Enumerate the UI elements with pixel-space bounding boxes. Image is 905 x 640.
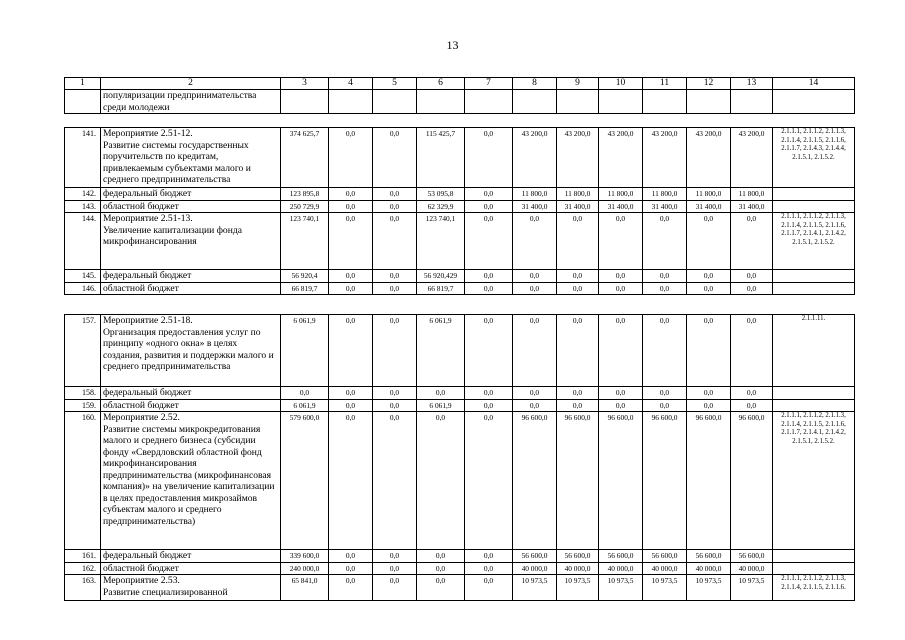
value-cell: 40 000,0 [599,562,643,575]
value-cell: 6 061,9 [281,399,329,412]
target-codes-cell [773,270,855,283]
row-number: 143. [65,200,101,213]
value-cell [643,90,687,114]
value-cell: 0,0 [373,399,417,412]
target-codes-cell [773,200,855,213]
value-cell [687,90,731,114]
value-cell: 53 095,8 [417,188,465,201]
value-cell: 0,0 [465,412,513,550]
value-cell: 6 061,9 [417,315,465,387]
value-cell [599,90,643,114]
target-codes-cell [773,399,855,412]
value-cell: 0,0 [465,315,513,387]
value-cell: 0,0 [557,315,599,387]
value-cell: 56 920,4 [281,270,329,283]
value-cell: 0,0 [373,575,417,601]
value-cell: 11 800,0 [557,188,599,201]
value-cell: 0,0 [557,387,599,400]
continuation-row [65,90,855,114]
row-number: 145. [65,270,101,283]
row-number: 162. [65,562,101,575]
row-name: Мероприятие 2.51-18. Организация предоставления услуг по принципу «одного окна» в целях создания, развития и поддержки малого и среднего предпринимательства [101,315,281,387]
value-cell: 0,0 [329,562,373,575]
header-cell: 5 [373,78,417,90]
value-cell: 0,0 [373,412,417,550]
target-codes-cell [773,188,855,201]
value-cell: 0,0 [513,399,557,412]
value-cell: 40 000,0 [687,562,731,575]
value-cell: 10 973,5 [599,575,643,601]
value-cell: 43 200,0 [599,128,643,188]
value-cell: 0,0 [687,399,731,412]
value-cell: 0,0 [329,188,373,201]
value-cell: 0,0 [373,213,417,270]
header-cell: 10 [599,78,643,90]
row-number: 146. [65,282,101,295]
table-row [65,188,855,201]
target-codes-cell: 2.1.1.1, 2.1.1.2, 2.1.1.3, 2.1.1.4, 2.1.1.5, 2.1.1.6. [773,575,855,601]
header-cell: 3 [281,78,329,90]
row-name: Мероприятие 2.51-13. Увеличение капитализации фонда микрофинансирования [101,213,281,270]
value-cell: 0,0 [513,282,557,295]
value-cell: 123 740,1 [417,213,465,270]
table-row [65,412,855,550]
value-cell: 0,0 [731,315,773,387]
header-cell: 6 [417,78,465,90]
value-cell: 0,0 [557,399,599,412]
value-cell: 31 400,0 [731,200,773,213]
value-cell: 0,0 [687,213,731,270]
value-cell: 0,0 [599,399,643,412]
row-number: 159. [65,399,101,412]
value-cell [281,90,329,114]
row-number: 158. [65,387,101,400]
value-cell: 96 600,0 [643,412,687,550]
value-cell: 0,0 [465,213,513,270]
value-cell: 0,0 [599,315,643,387]
value-cell: 579 600,0 [281,412,329,550]
header-cell: 2 [101,78,281,90]
value-cell: 115 425,7 [417,128,465,188]
value-cell: 0,0 [329,282,373,295]
value-cell: 0,0 [687,282,731,295]
value-cell: 62 329,9 [417,200,465,213]
row-number: 160. [65,412,101,550]
value-cell: 0,0 [329,575,373,601]
target-codes-cell [773,562,855,575]
value-cell: 0,0 [513,315,557,387]
value-cell: 0,0 [465,550,513,563]
value-cell: 0,0 [465,387,513,400]
value-cell: 0,0 [599,282,643,295]
value-cell: 0,0 [731,213,773,270]
value-cell: 56 600,0 [599,550,643,563]
value-cell: 31 400,0 [643,200,687,213]
value-cell: 374 625,7 [281,128,329,188]
value-cell: 40 000,0 [731,562,773,575]
value-cell: 0,0 [687,315,731,387]
value-cell: 0,0 [513,213,557,270]
value-cell: 43 200,0 [687,128,731,188]
value-cell: 43 200,0 [731,128,773,188]
value-cell: 11 800,0 [513,188,557,201]
value-cell: 0,0 [373,562,417,575]
value-cell: 40 000,0 [513,562,557,575]
value-cell: 250 729,9 [281,200,329,213]
row-name: областной бюджет [101,282,281,295]
value-cell: 11 800,0 [731,188,773,201]
value-cell: 11 800,0 [599,188,643,201]
value-cell: 0,0 [643,282,687,295]
row-name: популяризации предпринимательства среди молодежи [101,90,281,114]
value-cell: 0,0 [329,128,373,188]
value-cell: 0,0 [643,213,687,270]
table-row [65,213,855,270]
value-cell: 0,0 [731,282,773,295]
header-cell: 1 [65,78,101,90]
target-codes-cell [773,550,855,563]
page-number: 13 [446,38,459,52]
value-cell: 0,0 [373,550,417,563]
value-cell: 0,0 [417,412,465,550]
value-cell: 0,0 [329,200,373,213]
row-name: федеральный бюджет [101,387,281,400]
row-name: областной бюджет [101,399,281,412]
value-cell: 43 200,0 [643,128,687,188]
header-cell: 4 [329,78,373,90]
row-name: областной бюджет [101,200,281,213]
value-cell: 0,0 [643,387,687,400]
value-cell [773,90,855,114]
value-cell: 0,0 [329,550,373,563]
value-cell: 123 895,8 [281,188,329,201]
row-name: Мероприятие 2.52. Развитие системы микрокредитования малого и среднего бизнеса (субсидии фонду «Свердловский областной фонд микрофинансирования предпринимательства (микрофинансовая компания)» на увеличение капитализации в целях предоставления микрозаймов субъектам малого и среднего предпринимательства) [101,412,281,550]
row-number: 157. [65,315,101,387]
value-cell: 56 600,0 [513,550,557,563]
value-cell: 10 973,5 [731,575,773,601]
value-cell: 0,0 [329,270,373,283]
value-cell [731,90,773,114]
value-cell: 0,0 [731,399,773,412]
value-cell: 65 841,0 [281,575,329,601]
row-number [65,90,101,114]
value-cell: 0,0 [417,550,465,563]
value-cell [513,90,557,114]
value-cell: 0,0 [329,399,373,412]
header-cell: 12 [687,78,731,90]
value-cell: 0,0 [465,128,513,188]
value-cell: 96 600,0 [557,412,599,550]
value-cell: 240 000,0 [281,562,329,575]
value-cell: 0,0 [731,387,773,400]
value-cell: 40 000,0 [557,562,599,575]
row-name: Мероприятие 2.53. Развитие специализированной [101,575,281,601]
value-cell: 10 973,5 [513,575,557,601]
table-row [65,315,855,387]
row-number: 163. [65,575,101,601]
table-row [65,562,855,575]
row-name: Мероприятие 2.51-12. Развитие системы государственных поручительств по кредитам, привлекаемым субъектами малого и среднего предпринимательства [101,128,281,188]
value-cell [465,90,513,114]
value-cell: 56 600,0 [557,550,599,563]
target-codes-cell: 2.1.1.1, 2.1.1.2, 2.1.1.3, 2.1.1.4, 2.1.1.5, 2.1.1.6, 2.1.1.7, 2.1.4.1, 2.1.4.2, 2.1.5.1, 2.1.5.2. [773,412,855,550]
value-cell: 0,0 [643,399,687,412]
value-cell: 31 400,0 [557,200,599,213]
row-number: 141. [65,128,101,188]
value-cell: 0,0 [465,575,513,601]
value-cell: 0,0 [329,387,373,400]
table-row [65,550,855,563]
value-cell: 123 740,1 [281,213,329,270]
row-name: федеральный бюджет [101,270,281,283]
value-cell: 0,0 [465,200,513,213]
target-codes-cell [773,282,855,295]
value-cell: 43 200,0 [557,128,599,188]
table-row [65,200,855,213]
value-cell: 11 800,0 [643,188,687,201]
value-cell: 43 200,0 [513,128,557,188]
value-cell: 0,0 [557,282,599,295]
value-cell: 0,0 [465,399,513,412]
value-cell: 0,0 [373,200,417,213]
value-cell: 10 973,5 [557,575,599,601]
table-row [65,575,855,601]
value-cell: 96 600,0 [687,412,731,550]
value-cell: 0,0 [281,387,329,400]
value-cell: 339 600,0 [281,550,329,563]
value-cell: 11 800,0 [687,188,731,201]
header-cell: 7 [465,78,513,90]
value-cell: 0,0 [373,282,417,295]
value-cell: 0,0 [557,213,599,270]
value-cell: 10 973,5 [687,575,731,601]
column-number-header [65,78,855,90]
table-row [65,399,855,412]
row-name: федеральный бюджет [101,550,281,563]
value-cell [557,90,599,114]
value-cell [417,90,465,114]
value-cell: 0,0 [465,282,513,295]
value-cell: 0,0 [513,270,557,283]
value-cell: 0,0 [373,387,417,400]
header-cell: 9 [557,78,599,90]
value-cell: 0,0 [465,270,513,283]
value-cell: 0,0 [329,315,373,387]
row-number: 142. [65,188,101,201]
gap-cell [65,114,855,128]
value-cell: 6 061,9 [417,399,465,412]
value-cell: 40 000,0 [643,562,687,575]
target-codes-cell: 2.1.1.1, 2.1.1.2, 2.1.1.3, 2.1.1.4, 2.1.1.5, 2.1.1.6, 2.1.1.7, 2.1.4.3, 2.1.4.4, 2.1.5.1, 2.1.5.2. [773,128,855,188]
value-cell: 0,0 [373,270,417,283]
value-cell: 0,0 [417,562,465,575]
program-table-bottom [64,314,855,601]
target-codes-cell: 2.1.1.1, 2.1.1.2, 2.1.1.3, 2.1.1.4, 2.1.1.5, 2.1.1.6, 2.1.1.7, 2.1.4.1, 2.1.4.2, 2.1.5.1, 2.1.5.2. [773,213,855,270]
target-codes-cell: 2.1.1.11. [773,315,855,387]
value-cell: 56 600,0 [643,550,687,563]
value-cell: 0,0 [465,562,513,575]
value-cell [373,90,417,114]
value-cell: 66 819,7 [417,282,465,295]
table-row [65,282,855,295]
value-cell: 0,0 [329,213,373,270]
value-cell: 0,0 [599,387,643,400]
table-row [65,128,855,188]
program-table-top [64,77,855,295]
header-cell: 11 [643,78,687,90]
row-name: областной бюджет [101,562,281,575]
value-cell: 96 600,0 [731,412,773,550]
value-cell: 31 400,0 [513,200,557,213]
value-cell: 0,0 [513,387,557,400]
value-cell: 56 600,0 [687,550,731,563]
value-cell: 96 600,0 [513,412,557,550]
value-cell: 0,0 [687,387,731,400]
value-cell: 0,0 [643,270,687,283]
value-cell [329,90,373,114]
row-number: 161. [65,550,101,563]
value-cell: 56 920,429 [417,270,465,283]
value-cell: 0,0 [373,315,417,387]
value-cell: 0,0 [731,270,773,283]
value-cell: 0,0 [417,387,465,400]
value-cell: 0,0 [687,270,731,283]
value-cell: 66 819,7 [281,282,329,295]
row-number: 144. [65,213,101,270]
gap-row [65,114,855,128]
value-cell: 96 600,0 [599,412,643,550]
table-row [65,387,855,400]
value-cell: 0,0 [599,270,643,283]
value-cell: 0,0 [329,412,373,550]
value-cell: 31 400,0 [599,200,643,213]
header-cell: 14 [773,78,855,90]
target-codes-cell [773,387,855,400]
table-row [65,270,855,283]
value-cell: 0,0 [557,270,599,283]
header-cell: 8 [513,78,557,90]
value-cell: 0,0 [373,128,417,188]
value-cell: 0,0 [599,213,643,270]
header-cell: 13 [731,78,773,90]
value-cell: 0,0 [643,315,687,387]
value-cell: 0,0 [373,188,417,201]
row-name: федеральный бюджет [101,188,281,201]
value-cell: 0,0 [417,575,465,601]
value-cell: 31 400,0 [687,200,731,213]
value-cell: 10 973,5 [643,575,687,601]
value-cell: 0,0 [465,188,513,201]
value-cell: 6 061,9 [281,315,329,387]
value-cell: 56 600,0 [731,550,773,563]
